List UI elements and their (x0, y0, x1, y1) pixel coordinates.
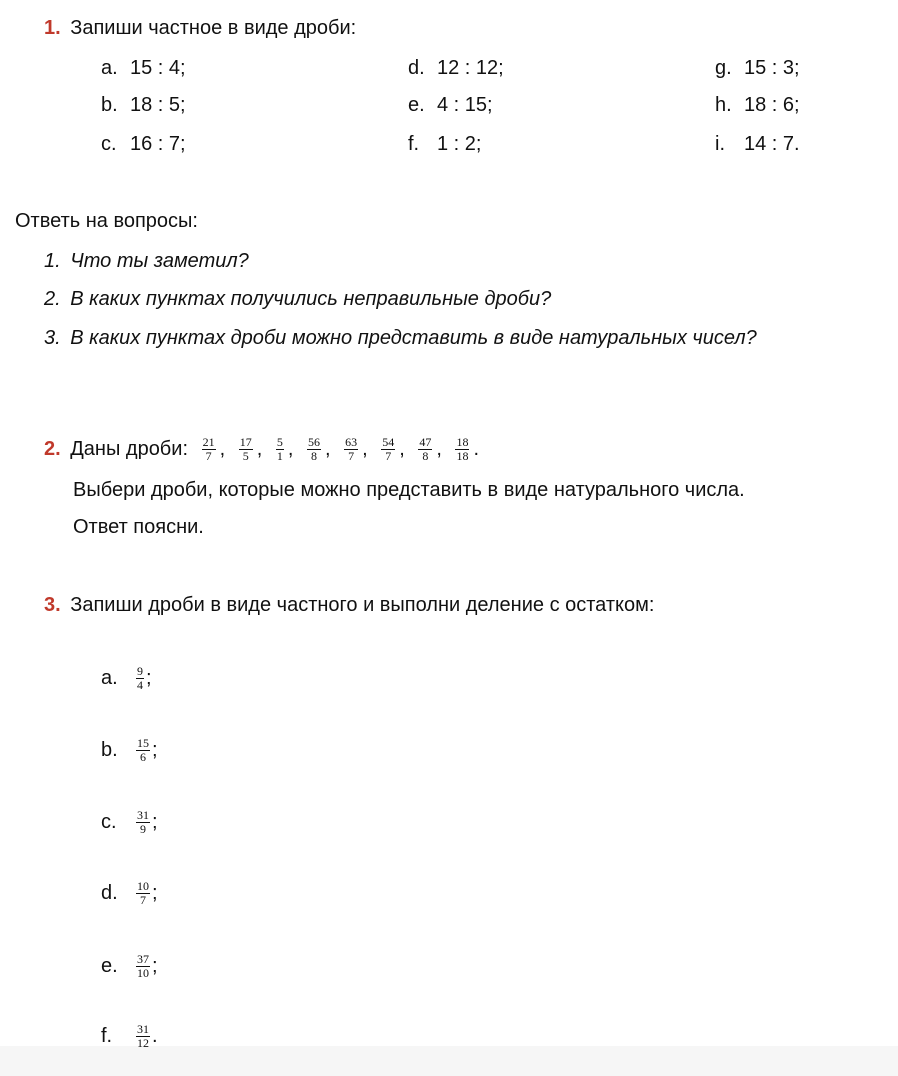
item-expression: 18 : 6; (744, 94, 800, 116)
fraction-denominator: 6 (140, 750, 146, 765)
item-expression: 1 : 2; (437, 133, 482, 155)
fraction-numerator: 37 (137, 952, 149, 967)
fraction-numerator: 21 (202, 435, 215, 450)
fraction-denominator: 7 (205, 449, 212, 464)
question-number: 1. (44, 250, 61, 272)
fraction (136, 809, 150, 836)
item-end-punctuation: ; (152, 955, 158, 977)
question-1 (44, 250, 249, 273)
fraction-denominator: 5 (242, 449, 249, 464)
fraction-denominator: 10 (137, 966, 149, 981)
task1-item-g (715, 57, 800, 80)
item-expression: 16 : 7; (130, 133, 186, 155)
item-letter: i. (715, 133, 725, 155)
question-2 (44, 288, 551, 311)
fraction-separator: , (219, 438, 226, 460)
task3-number: 3. (44, 594, 61, 616)
task2-heading (44, 432, 485, 466)
fraction-numerator: 15 (137, 736, 149, 751)
item-end-punctuation: ; (152, 811, 158, 833)
fraction-denominator: 8 (310, 449, 317, 464)
task1-heading (44, 17, 356, 40)
fraction (136, 1023, 150, 1050)
fraction-denominator: 12 (137, 1036, 149, 1051)
fraction-numerator: 47 (419, 435, 432, 450)
task2-number: 2. (44, 438, 61, 460)
item-letter: a. (101, 57, 118, 79)
questions-heading: Ответь на вопросы: (15, 210, 198, 232)
fraction (344, 436, 358, 463)
question-text: В каких пунктах дроби можно представить в виде натуральных чисел? (70, 327, 757, 349)
question-number: 2. (44, 288, 61, 310)
fraction (239, 436, 253, 463)
question-text: Что ты заметил? (70, 250, 249, 272)
item-letter: b. (101, 739, 118, 761)
task3-item-c (101, 806, 158, 838)
task3-item-b (101, 734, 158, 766)
item-end-punctuation: ; (152, 739, 158, 761)
fraction-numerator: 10 (137, 879, 149, 894)
fraction-denominator: 4 (137, 678, 143, 693)
item-letter: c. (101, 133, 117, 155)
fraction-separator: , (324, 438, 331, 460)
fraction-numerator: 54 (382, 435, 395, 450)
item-letter: a. (101, 667, 118, 689)
task1-item-f (408, 133, 481, 156)
item-end-punctuation: . (152, 1025, 158, 1047)
fraction (307, 436, 321, 463)
task1-item-i (715, 133, 800, 156)
item-expression: 12 : 12; (437, 57, 504, 79)
task1-number: 1. (44, 17, 61, 39)
fraction-denominator: 1 (276, 449, 283, 464)
task1-item-d (408, 57, 504, 80)
item-expression: 15 : 3; (744, 57, 800, 79)
fraction-denominator: 18 (456, 449, 469, 464)
fraction (418, 436, 432, 463)
task3-heading (44, 594, 654, 617)
task3-item-a (101, 662, 152, 694)
question-3 (44, 327, 757, 350)
item-letter: f. (101, 1025, 113, 1047)
task1-title: Запиши частное в виде дроби: (70, 17, 357, 39)
task3-item-d (101, 877, 158, 909)
item-letter: b. (101, 94, 118, 116)
fraction (136, 880, 150, 907)
item-letter: e. (408, 94, 425, 116)
fraction-denominator: 9 (140, 822, 146, 837)
item-letter: h. (715, 94, 732, 116)
item-letter: d. (408, 57, 425, 79)
task2-explain: Ответ поясни. (73, 516, 204, 538)
task1-item-e (408, 94, 493, 117)
fraction-separator: , (399, 438, 405, 460)
item-expression: 4 : 15; (437, 94, 493, 116)
item-letter: c. (101, 811, 117, 833)
task2-instruction: Выбери дроби, которые можно представить в виде натурального числа. (73, 479, 745, 501)
fraction (381, 436, 395, 463)
fraction (276, 436, 284, 463)
fraction-numerator: 9 (137, 664, 143, 679)
task3-item-f (101, 1020, 158, 1052)
fraction (455, 436, 469, 463)
question-text: В каких пунктах получились неправильные дроби? (70, 288, 552, 310)
item-end-punctuation: ; (146, 667, 152, 689)
fraction-numerator: 18 (456, 435, 469, 450)
item-expression: 15 : 4; (130, 57, 186, 79)
fraction-denominator: 7 (140, 893, 146, 908)
task1-item-c (101, 133, 186, 156)
fraction-separator: , (362, 438, 368, 460)
fraction-numerator: 56 (307, 435, 320, 450)
fraction-separator: . (473, 438, 479, 460)
item-letter: d. (101, 882, 118, 904)
fraction-separator: , (436, 438, 442, 460)
item-expression: 14 : 7. (744, 133, 800, 155)
fraction (202, 436, 216, 463)
fraction-denominator: 7 (348, 449, 355, 464)
fraction-numerator: 17 (239, 435, 252, 450)
task1-item-h (715, 94, 800, 117)
fraction-denominator: 7 (385, 449, 392, 464)
fraction (136, 953, 150, 980)
fraction-separator: , (287, 438, 294, 460)
task1-item-b (101, 94, 186, 117)
fraction-numerator: 5 (276, 435, 283, 450)
fraction-denominator: 8 (422, 449, 429, 464)
task2-title: Даны дроби: (70, 438, 188, 460)
question-number: 3. (44, 327, 61, 349)
task3-title: Запиши дроби в виде частного и выполни деление с остатком: (70, 594, 655, 616)
item-letter: g. (715, 57, 732, 79)
fraction (136, 665, 144, 692)
item-expression: 18 : 5; (130, 94, 186, 116)
fraction-numerator: 31 (137, 808, 149, 823)
task1-item-a (101, 57, 186, 80)
fraction-numerator: 63 (345, 435, 358, 450)
fraction (136, 737, 150, 764)
task3-item-e (101, 950, 158, 982)
item-end-punctuation: ; (152, 882, 158, 904)
fraction-separator: , (256, 438, 263, 460)
fraction-numerator: 31 (137, 1022, 149, 1037)
item-letter: f. (408, 133, 420, 155)
fraction-list (200, 435, 485, 464)
item-letter: e. (101, 955, 118, 977)
